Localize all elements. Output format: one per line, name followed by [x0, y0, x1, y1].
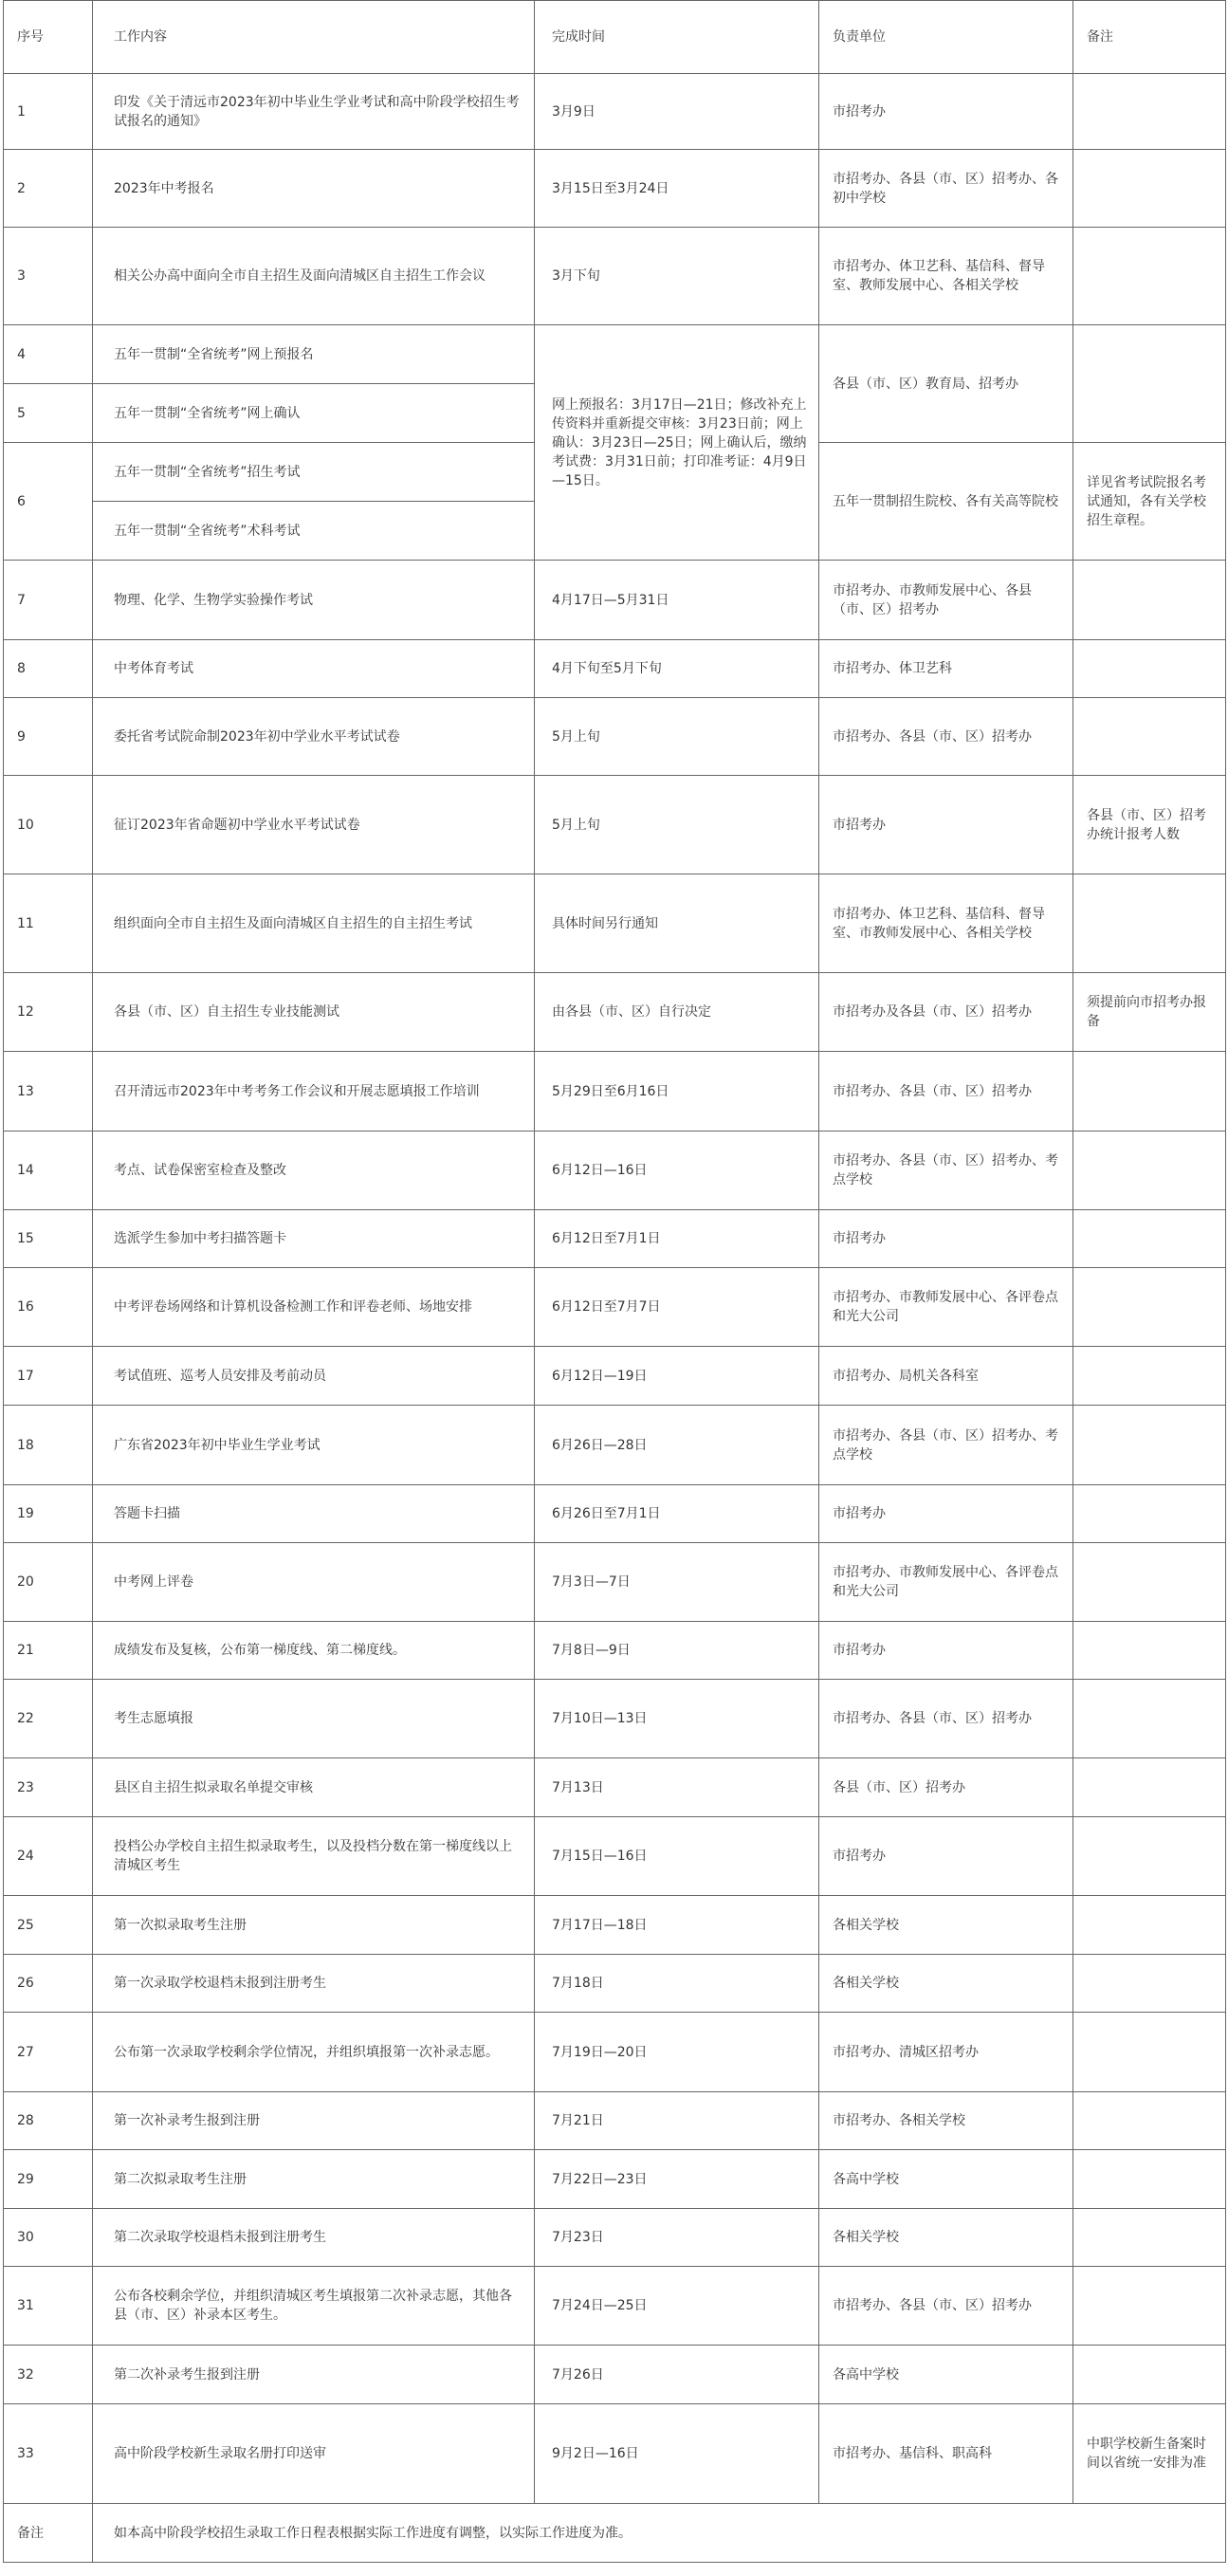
row-unit: 市招考办、各相关学校: [819, 2092, 1073, 2150]
row-note: [1073, 1052, 1226, 1132]
row-content: 各县（市、区）自主招生专业技能测试: [93, 973, 535, 1052]
row-unit: 市招考办、基信科、职高科: [819, 2404, 1073, 2504]
table-row: [4, 2267, 1226, 2346]
row-note: [1073, 2346, 1226, 2404]
table-row: [4, 874, 1226, 973]
row-content: 第二次补录考生报到注册: [93, 2346, 535, 2404]
row-unit: 市招考办: [819, 1210, 1073, 1268]
header-unit: 负责单位: [819, 1, 1073, 74]
row-no: 24: [4, 1817, 93, 1896]
row-content: 组织面向全市自主招生及面向清城区自主招生的自主招生考试: [93, 874, 535, 973]
row-no: 9: [4, 698, 93, 776]
row-time: 7月18日: [535, 1955, 819, 2013]
merged-unit-6: 五年一贯制招生院校、各有关高等院校: [819, 443, 1073, 561]
row-content: 中考评卷场网络和计算机设备检测工作和评卷老师、场地安排: [93, 1268, 535, 1347]
table-row: [4, 2092, 1226, 2150]
row-note: [1073, 228, 1226, 325]
row-content: 第一次录取学校退档未报到注册考生: [93, 1955, 535, 2013]
row-unit: 市招考办、局机关各科室: [819, 1347, 1073, 1406]
row-time: 5月上旬: [535, 776, 819, 874]
row-no: 21: [4, 1622, 93, 1680]
row-content: 召开清远市2023年中考考务工作会议和开展志愿填报工作培训: [93, 1052, 535, 1132]
row-note: [1073, 1896, 1226, 1955]
row-unit: 市招考办、各县（市、区）招考办、考点学校: [819, 1132, 1073, 1210]
row-no: 20: [4, 1543, 93, 1622]
row-unit: 各相关学校: [819, 1955, 1073, 2013]
row-content: 成绩发布及复核，公布第一梯度线、第二梯度线。: [93, 1622, 535, 1680]
row-note: [1073, 325, 1226, 443]
row-unit: 市招考办: [819, 776, 1073, 874]
row-no: 17: [4, 1347, 93, 1406]
row-note: [1073, 1485, 1226, 1543]
row-time: 4月下旬至5月下旬: [535, 640, 819, 698]
table-row: [4, 1406, 1226, 1485]
row-time: 5月29日至6月16日: [535, 1052, 819, 1132]
row-no: 18: [4, 1406, 93, 1485]
row-time: 6月26日至7月1日: [535, 1485, 819, 1543]
row-note: [1073, 874, 1226, 973]
row-unit: 市招考办、体卫艺科、基信科、督导室、教师发展中心、各相关学校: [819, 228, 1073, 325]
row-time: 5月上旬: [535, 698, 819, 776]
row-no: 10: [4, 776, 93, 874]
row-no: 33: [4, 2404, 93, 2504]
row-unit: 市招考办: [819, 74, 1073, 150]
table-row: [4, 973, 1226, 1052]
row-unit: 市招考办: [819, 1485, 1073, 1543]
table-row: [4, 1758, 1226, 1817]
row-time: 3月15日至3月24日: [535, 150, 819, 228]
row-time: 7月19日—20日: [535, 2013, 819, 2092]
row-note: [1073, 1680, 1226, 1758]
row-no: 31: [4, 2267, 93, 2346]
row-note: 须提前向市招考办报备: [1073, 973, 1226, 1052]
row-note: [1073, 1210, 1226, 1268]
row-time: 7月21日: [535, 2092, 819, 2150]
row-content: 五年一贯制“全省统考”招生考试: [93, 443, 535, 502]
row-unit: 市招考办、各县（市、区）招考办: [819, 698, 1073, 776]
row-no: 28: [4, 2092, 93, 2150]
row-no: 22: [4, 1680, 93, 1758]
row-content: 公布第一次录取学校剩余学位情况，并组织填报第一次补录志愿。: [93, 2013, 535, 2092]
row-note: [1073, 1132, 1226, 1210]
row-time: 7月26日: [535, 2346, 819, 2404]
row-time: 7月22日—23日: [535, 2150, 819, 2209]
header-content: 工作内容: [93, 1, 535, 74]
table-row: [4, 1680, 1226, 1758]
row-note: [1073, 1406, 1226, 1485]
merged-time-4-6: 网上预报名：3月17日—21日；修改补充上传资料并重新提交审核：3月23日前；网上确认：3月23日—25日；网上确认后，缴纳考试费：3月31日前；打印准考证：4月9日—15日。: [535, 325, 819, 561]
merged-note-6: 详见省考试院报名考试通知，各有关学校招生章程。: [1073, 443, 1226, 561]
table-row: [4, 640, 1226, 698]
table-row: [4, 1817, 1226, 1896]
row-note: [1073, 2092, 1226, 2150]
row-time: 3月9日: [535, 74, 819, 150]
row-no: 32: [4, 2346, 93, 2404]
row-no: 19: [4, 1485, 93, 1543]
table-row: [4, 1485, 1226, 1543]
footer-label: 备注: [4, 2504, 93, 2563]
row-note: [1073, 1955, 1226, 2013]
row-unit: 市招考办、市教师发展中心、各评卷点和光大公司: [819, 1268, 1073, 1347]
row-note: [1073, 150, 1226, 228]
row-no: 8: [4, 640, 93, 698]
table-row: [4, 776, 1226, 874]
row-unit: 各相关学校: [819, 2209, 1073, 2267]
row-no: 1: [4, 74, 93, 150]
row-content: 五年一贯制“全省统考”术科考试: [93, 502, 535, 561]
row-no: 7: [4, 561, 93, 640]
row-no: 11: [4, 874, 93, 973]
row-unit: 市招考办及各县（市、区）招考办: [819, 973, 1073, 1052]
row-content: 县区自主招生拟录取名单提交审核: [93, 1758, 535, 1817]
header-note: 备注: [1073, 1, 1226, 74]
row-note: [1073, 2150, 1226, 2209]
row-no: 5: [4, 384, 93, 443]
header-time: 完成时间: [535, 1, 819, 74]
table-row: [4, 325, 1226, 384]
row-time: 7月17日—18日: [535, 1896, 819, 1955]
row-no: 27: [4, 2013, 93, 2092]
row-note: [1073, 74, 1226, 150]
row-note: [1073, 1347, 1226, 1406]
row-content: 五年一贯制“全省统考”网上预报名: [93, 325, 535, 384]
row-note: 中职学校新生备案时间以省统一安排为准: [1073, 2404, 1226, 2504]
row-no: 16: [4, 1268, 93, 1347]
row-content: 考点、试卷保密室检查及整改: [93, 1132, 535, 1210]
table-row: [4, 74, 1226, 150]
row-content: 中考体育考试: [93, 640, 535, 698]
row-note: [1073, 1758, 1226, 1817]
row-no: 29: [4, 2150, 93, 2209]
row-note: [1073, 1268, 1226, 1347]
row-time: 7月10日—13日: [535, 1680, 819, 1758]
row-content: 相关公办高中面向全市自主招生及面向清城区自主招生工作会议: [93, 228, 535, 325]
row-no: 14: [4, 1132, 93, 1210]
table-row: [4, 2404, 1226, 2504]
row-no: 23: [4, 1758, 93, 1817]
table-row: [4, 150, 1226, 228]
row-content: 选派学生参加中考扫描答题卡: [93, 1210, 535, 1268]
row-content: 中考网上评卷: [93, 1543, 535, 1622]
row-content: 第一次拟录取考生注册: [93, 1896, 535, 1955]
row-content: 答题卡扫描: [93, 1485, 535, 1543]
row-note: [1073, 640, 1226, 698]
row-note: [1073, 2209, 1226, 2267]
row-content: 考生志愿填报: [93, 1680, 535, 1758]
row-no: 30: [4, 2209, 93, 2267]
row-unit: 市招考办、各县（市、区）招考办: [819, 1680, 1073, 1758]
row-no: 13: [4, 1052, 93, 1132]
row-unit: 市招考办: [819, 1622, 1073, 1680]
row-content: 第二次拟录取考生注册: [93, 2150, 535, 2209]
row-content: 广东省2023年初中毕业生学业考试: [93, 1406, 535, 1485]
footer-text: 如本高中阶段学校招生录取工作日程表根据实际工作进度有调整，以实际工作进度为准。: [93, 2504, 1226, 2563]
row-time: 7月23日: [535, 2209, 819, 2267]
table-row: [4, 2346, 1226, 2404]
row-note: [1073, 698, 1226, 776]
row-note: [1073, 1622, 1226, 1680]
table-row: [4, 1268, 1226, 1347]
row-unit: 市招考办: [819, 1817, 1073, 1896]
table-row: [4, 561, 1226, 640]
row-content: 物理、化学、生物学实验操作考试: [93, 561, 535, 640]
row-no: 25: [4, 1896, 93, 1955]
row-no: 6: [4, 443, 93, 561]
row-no: 12: [4, 973, 93, 1052]
row-time: 9月2日—16日: [535, 2404, 819, 2504]
row-unit: 各高中学校: [819, 2150, 1073, 2209]
row-unit: 各相关学校: [819, 1896, 1073, 1955]
merged-unit-4-5: 各县（市、区）教育局、招考办: [819, 325, 1073, 443]
row-content: 征订2023年省命题初中学业水平考试试卷: [93, 776, 535, 874]
row-content: 高中阶段学校新生录取名册打印送审: [93, 2404, 535, 2504]
table-row: [4, 1347, 1226, 1406]
row-content: 第一次补录考生报到注册: [93, 2092, 535, 2150]
row-time: 6月12日—19日: [535, 1347, 819, 1406]
table-row: [4, 228, 1226, 325]
row-unit: 各县（市、区）招考办: [819, 1758, 1073, 1817]
row-unit: 市招考办、各县（市、区）招考办、考点学校: [819, 1406, 1073, 1485]
table-row: [4, 1896, 1226, 1955]
row-time: 7月13日: [535, 1758, 819, 1817]
row-content: 考试值班、巡考人员安排及考前动员: [93, 1347, 535, 1406]
table-row: [4, 1543, 1226, 1622]
row-time: 7月15日—16日: [535, 1817, 819, 1896]
row-content: 投档公办学校自主招生拟录取考生，以及投档分数在第一梯度线以上清城区考生: [93, 1817, 535, 1896]
row-note: [1073, 2013, 1226, 2092]
table-row: [4, 1132, 1226, 1210]
row-content: 公布各校剩余学位，并组织清城区考生填报第二次补录志愿，其他各县（市、区）补录本区考生。: [93, 2267, 535, 2346]
row-unit: 市招考办、各县（市、区）招考办、各初中学校: [819, 150, 1073, 228]
row-time: 3月下旬: [535, 228, 819, 325]
row-time: 7月3日—7日: [535, 1543, 819, 1622]
footer-row: [4, 2504, 1226, 2563]
row-time: 6月26日—28日: [535, 1406, 819, 1485]
row-unit: 市招考办、市教师发展中心、各县（市、区）招考办: [819, 561, 1073, 640]
row-no: 15: [4, 1210, 93, 1268]
row-no: 2: [4, 150, 93, 228]
row-content: 印发《关于清远市2023年初中毕业生学业考试和高中阶段学校招生考试报名的通知》: [93, 74, 535, 150]
row-time: 6月12日至7月1日: [535, 1210, 819, 1268]
schedule-table: [3, 0, 1226, 2563]
row-content: 五年一贯制“全省统考”网上确认: [93, 384, 535, 443]
row-content: 第二次录取学校退档未报到注册考生: [93, 2209, 535, 2267]
row-note: [1073, 2267, 1226, 2346]
row-no: 4: [4, 325, 93, 384]
row-note: [1073, 1817, 1226, 1896]
table-row: [4, 698, 1226, 776]
table-row: [4, 1955, 1226, 2013]
row-unit: 市招考办、市教师发展中心、各评卷点和光大公司: [819, 1543, 1073, 1622]
row-content: 委托省考试院命制2023年初中学业水平考试试卷: [93, 698, 535, 776]
row-unit: 各高中学校: [819, 2346, 1073, 2404]
row-time: 6月12日—16日: [535, 1132, 819, 1210]
table-row: [4, 2209, 1226, 2267]
table-row: [4, 1210, 1226, 1268]
row-unit: 市招考办、体卫艺科: [819, 640, 1073, 698]
header-no: 序号: [4, 1, 93, 74]
row-time: 6月12日至7月7日: [535, 1268, 819, 1347]
row-no: 26: [4, 1955, 93, 2013]
table-row: [4, 2150, 1226, 2209]
row-note: [1073, 1543, 1226, 1622]
row-time: 7月24日—25日: [535, 2267, 819, 2346]
row-unit: 市招考办、各县（市、区）招考办: [819, 1052, 1073, 1132]
row-no: 3: [4, 228, 93, 325]
header-row: [4, 1, 1226, 74]
row-time: 4月17日—5月31日: [535, 561, 819, 640]
table-row: [4, 1622, 1226, 1680]
row-time: 具体时间另行通知: [535, 874, 819, 973]
row-note: 各县（市、区）招考办统计报考人数: [1073, 776, 1226, 874]
table-row: [4, 1052, 1226, 1132]
row-content: 2023年中考报名: [93, 150, 535, 228]
row-unit: 市招考办、各县（市、区）招考办: [819, 2267, 1073, 2346]
row-unit: 市招考办、清城区招考办: [819, 2013, 1073, 2092]
row-time: 7月8日—9日: [535, 1622, 819, 1680]
row-note: [1073, 561, 1226, 640]
row-time: 由各县（市、区）自行决定: [535, 973, 819, 1052]
row-unit: 市招考办、体卫艺科、基信科、督导室、市教师发展中心、各相关学校: [819, 874, 1073, 973]
table-row: [4, 2013, 1226, 2092]
